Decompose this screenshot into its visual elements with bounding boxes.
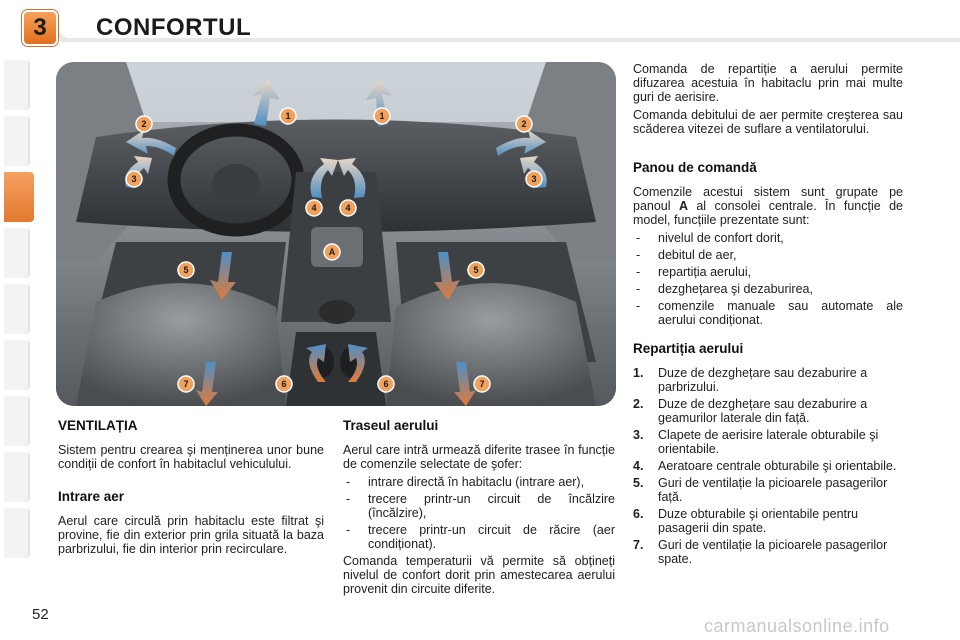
list-item: - repartiția aerului, xyxy=(633,265,903,279)
item-number: 6. xyxy=(633,507,644,521)
gear-lever xyxy=(319,300,355,324)
chapter-tab-strip xyxy=(0,60,32,580)
cabin-airflow-illustration xyxy=(56,62,616,406)
list-item: - trecere printr-un circuit de răcire (aer condiționat). xyxy=(343,523,615,551)
callout-4-right-label: 4 xyxy=(345,203,351,213)
item-number: 2. xyxy=(633,397,644,411)
callout-6-left xyxy=(276,376,292,392)
item-text: Aeratoare centrale obturabile şi orientabile. xyxy=(658,459,897,473)
list-item: - comenzile manuale sau automate ale aerului condiționat. xyxy=(633,299,903,327)
callout-2-left-label: 2 xyxy=(141,119,147,129)
item-text: Clapete de aerisire laterale obturabile şi orientabile. xyxy=(658,428,879,456)
callout-3-left xyxy=(126,171,142,187)
callout-6-right-label: 6 xyxy=(383,379,389,389)
callout-6-left-label: 6 xyxy=(281,379,287,389)
callout-7-left-label: 7 xyxy=(183,379,189,389)
callout-5-right xyxy=(468,262,484,278)
callout-1-left-label: 1 xyxy=(285,111,291,121)
panou-text-before: Comenzile acestui sistem sunt grupate pe panoul xyxy=(633,185,903,213)
page-number: 52 xyxy=(32,606,49,623)
repartitia-aerului-heading: Repartiția aerului xyxy=(633,341,744,356)
callout-7-right xyxy=(474,376,490,392)
chapter-tab-1[interactable] xyxy=(4,60,30,110)
callout-A xyxy=(324,244,340,260)
callout-3-right-label: 3 xyxy=(531,174,537,184)
page-header xyxy=(0,0,960,52)
list-item: - trecere printr-un circuit de încălzire (încălzire), xyxy=(343,492,615,520)
callout-1-right xyxy=(374,108,390,124)
callout-A-label: A xyxy=(328,247,336,257)
ventilatia-text: Sistem pentru crearea şi menținerea unor bune condiții de confort în habitaclul vehiculului. xyxy=(58,443,324,471)
list-item: - nivelul de confort dorit, xyxy=(633,231,903,245)
list-item xyxy=(633,507,903,535)
item-number: 4. xyxy=(633,459,644,473)
item-text: Duze de dezghețare sau dezaburire a parbrizului. xyxy=(658,366,868,394)
callout-7-left xyxy=(178,376,194,392)
callout-7-right-label: 7 xyxy=(479,379,485,389)
intrare-aer-heading: Intrare aer xyxy=(58,489,125,504)
list-item xyxy=(633,397,903,425)
list-item xyxy=(633,538,903,566)
callout-5-left xyxy=(178,262,194,278)
traseul-aerului-list xyxy=(343,475,615,551)
traseul-aerului-heading: Traseul aerului xyxy=(343,418,439,433)
list-item: - intrare directă în habitaclu (intrare aer), xyxy=(343,475,615,489)
ventilatia-heading: VENTILAȚIA xyxy=(58,418,138,433)
list-item: - dezghețarea şi dezaburirea, xyxy=(633,282,903,296)
windshield xyxy=(126,62,546,122)
intrare-aer-text: Aerul care circulă prin habitaclu este filtrat şi provine, fie din exterior prin grila situată la baza parbrizului, fie din interior prin recirculare. xyxy=(58,514,324,556)
chapter-title: CONFORTUL xyxy=(96,14,252,41)
chapter-badge xyxy=(22,10,58,46)
repartitie-intro: Comanda de repartiție a aerului permite difuzarea acestuia în habitaclu prin mai multe guri de aerisire. xyxy=(633,62,903,104)
panou-comanda-text xyxy=(633,185,903,227)
item-number: 7. xyxy=(633,538,644,552)
callout-6-right xyxy=(378,376,394,392)
cabin-illustration-svg xyxy=(56,62,616,406)
chapter-tab-7[interactable] xyxy=(4,396,30,446)
callout-3-left-label: 3 xyxy=(131,174,137,184)
callout-5-right-label: 5 xyxy=(473,265,479,275)
item-text: Duze obturabile şi orientabile pentru pasagerii din spate. xyxy=(658,507,859,535)
rear-console xyxy=(286,332,389,406)
panou-comanda-list xyxy=(633,231,903,327)
list-item xyxy=(633,476,903,504)
item-number: 3. xyxy=(633,428,644,442)
section-traseul-aerului xyxy=(343,418,615,600)
traseul-aerului-outro: Comanda temperaturii vă permite să obțineți nivelul de confort dorit prin amestecarea aerului provenit din circuite diferite. xyxy=(343,554,615,596)
item-number: 5. xyxy=(633,476,644,490)
panel-letter-A: A xyxy=(678,199,688,213)
callout-2-right xyxy=(516,116,532,132)
steering-hub xyxy=(212,164,260,204)
repartitia-aerului-list xyxy=(633,366,903,566)
list-item xyxy=(633,428,903,456)
section-ventilatie xyxy=(58,418,324,560)
callout-5-left-label: 5 xyxy=(183,265,189,275)
callout-4-left xyxy=(306,200,322,216)
list-item xyxy=(633,366,903,394)
watermark: carmanualsonline.info xyxy=(704,616,890,636)
chapter-number: 3 xyxy=(33,14,47,41)
callout-1-right-label: 1 xyxy=(379,111,385,121)
list-item: - debitul de aer, xyxy=(633,248,903,262)
chapter-tab-8[interactable] xyxy=(4,452,30,502)
traseul-aerului-intro: Aerul care intră urmează diferite trasee în funcție de comenzile selectate de şofer: xyxy=(343,443,615,471)
item-text: Guri de ventilație la picioarele pasagerilor față. xyxy=(658,476,888,504)
chapter-tab-9[interactable] xyxy=(4,508,30,558)
callout-3-right xyxy=(526,171,542,187)
callout-2-left xyxy=(136,116,152,132)
chapter-tab-2[interactable] xyxy=(4,116,30,166)
item-text: Guri de ventilație la picioarele pasagerilor spate. xyxy=(658,538,888,566)
item-text: Duze de dezghețare sau dezaburire a geamurilor laterale din față. xyxy=(658,397,868,425)
callout-4-left-label: 4 xyxy=(311,203,317,213)
chapter-tab-6[interactable] xyxy=(4,340,30,390)
callout-2-right-label: 2 xyxy=(521,119,527,129)
callout-4-right xyxy=(340,200,356,216)
item-number: 1. xyxy=(633,366,644,380)
chapter-tab-5[interactable] xyxy=(4,284,30,334)
debit-intro: Comanda debitului de aer permite creşterea sau scăderea vitezei de suflare a ventilatorului. xyxy=(633,108,903,136)
chapter-tab-3-active[interactable] xyxy=(4,172,34,222)
panou-text-after: al consolei centrale. În funcție de model, funcțiile prezentate sunt: xyxy=(633,199,903,227)
callout-1-left xyxy=(280,108,296,124)
panou-comanda-heading: Panou de comandă xyxy=(633,160,757,175)
section-right-column xyxy=(633,62,903,569)
chapter-tab-4[interactable] xyxy=(4,228,30,278)
list-item xyxy=(633,459,903,473)
front-seat-right xyxy=(386,283,596,406)
